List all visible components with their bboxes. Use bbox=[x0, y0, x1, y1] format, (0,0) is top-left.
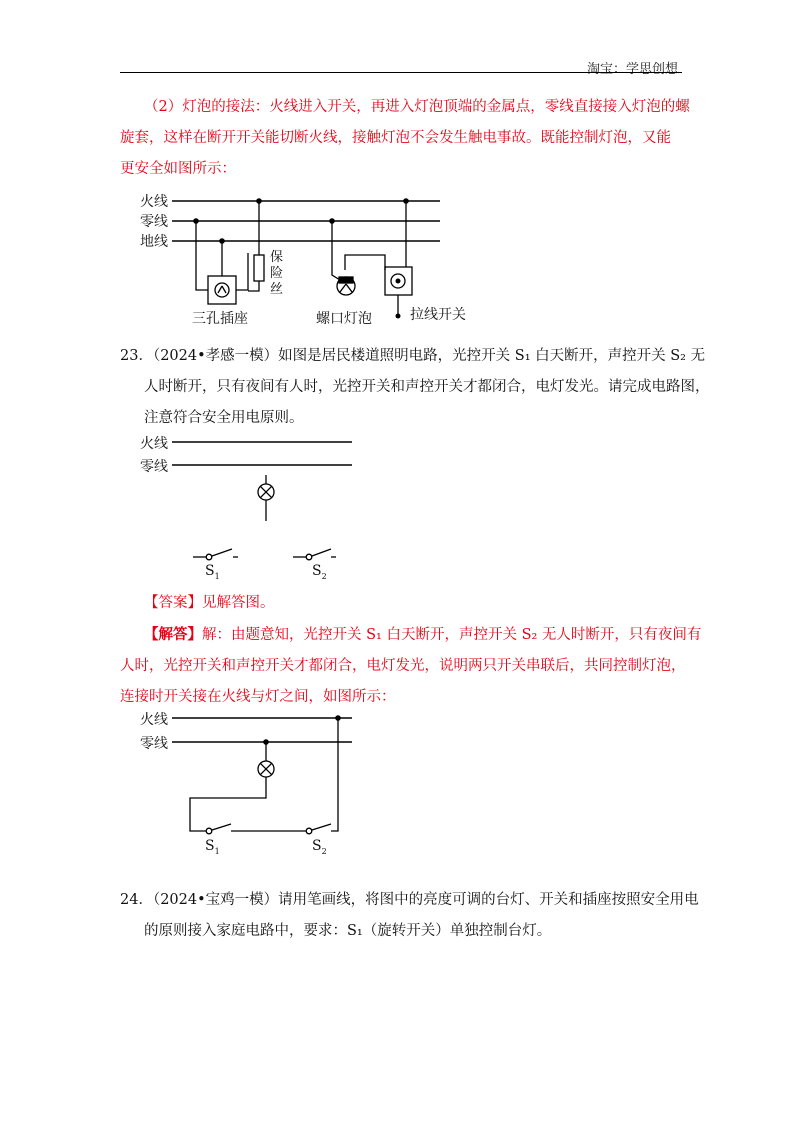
explanation-line-1: 【解答】解：由题意知，光控开关 S₁ 白天断开，声控开关 S₂ 无人时断开，只有夜间有 bbox=[144, 626, 702, 643]
q24-line-1: 24．（2024•宝鸡一模）请用笔画线，将图中的亮度可调的台灯、开关和插座按照安全用电 bbox=[120, 892, 699, 908]
lamp-line-3: 更安全如图所示： bbox=[120, 161, 236, 177]
live-wire-label: 火线 bbox=[140, 194, 168, 210]
answer-neutral-label: 零线 bbox=[140, 736, 168, 752]
answer-live-label: 火线 bbox=[140, 712, 168, 728]
q24-line-2: 的原则接入家庭电路中，要求：S₁（旋转开关）单独控制台灯。 bbox=[144, 923, 552, 939]
bulb-label: 螺口灯泡 bbox=[316, 311, 372, 327]
answer-s1-label: $S_1$ bbox=[205, 838, 220, 856]
q23-neutral-label: 零线 bbox=[140, 459, 168, 475]
explanation-line-3: 连接时开关接在火线与灯之间，如图所示： bbox=[120, 689, 396, 705]
socket-label: 三孔插座 bbox=[192, 311, 248, 327]
question-24 bbox=[120, 885, 699, 947]
q23-s2-label: $S_2$ bbox=[312, 563, 327, 581]
lamp-line-2: 旋套，这样在断开开关能切断火线，接触灯泡不会发生触电事故。既能控制灯泡，又能 bbox=[120, 130, 671, 146]
explanation-line-2: 人时，光控开关和声控开关才都闭合，电灯发光，说明两只开关串联后，共同控制灯泡， bbox=[120, 658, 686, 674]
neutral-wire-label: 零线 bbox=[140, 214, 168, 230]
q23-live-label: 火线 bbox=[140, 436, 168, 452]
header-shop-name: 淘宝：学思创想 bbox=[586, 62, 678, 77]
answer-s2-label: $S_2$ bbox=[312, 838, 327, 856]
q23-line-3: 注意符合安全用电原则。 bbox=[144, 410, 304, 426]
lamp-line-1: （2）灯泡的接法：火线进入开关，再进入灯泡顶端的金属点，零线直接接入灯泡的螺 bbox=[144, 99, 690, 115]
fuse-label: 保 险 丝 bbox=[270, 250, 284, 297]
answer-line: 【答案】见解答图。 bbox=[144, 595, 275, 611]
q23-line-2: 人时断开，只有夜间有人时，光控开关和声控开关才都闭合，电灯发光。请完成电路图， bbox=[144, 379, 710, 395]
q23-s1-label: $S_1$ bbox=[205, 563, 220, 581]
q23-line-1: 23．（2024•孝感一模）如图是居民楼道照明电路，光控开关 S₁ 白天断开，声控开关 S₂ 无 bbox=[120, 348, 706, 364]
ground-wire-label: 地线 bbox=[140, 234, 168, 250]
pull-switch-label: 拉线开关 bbox=[410, 307, 466, 323]
